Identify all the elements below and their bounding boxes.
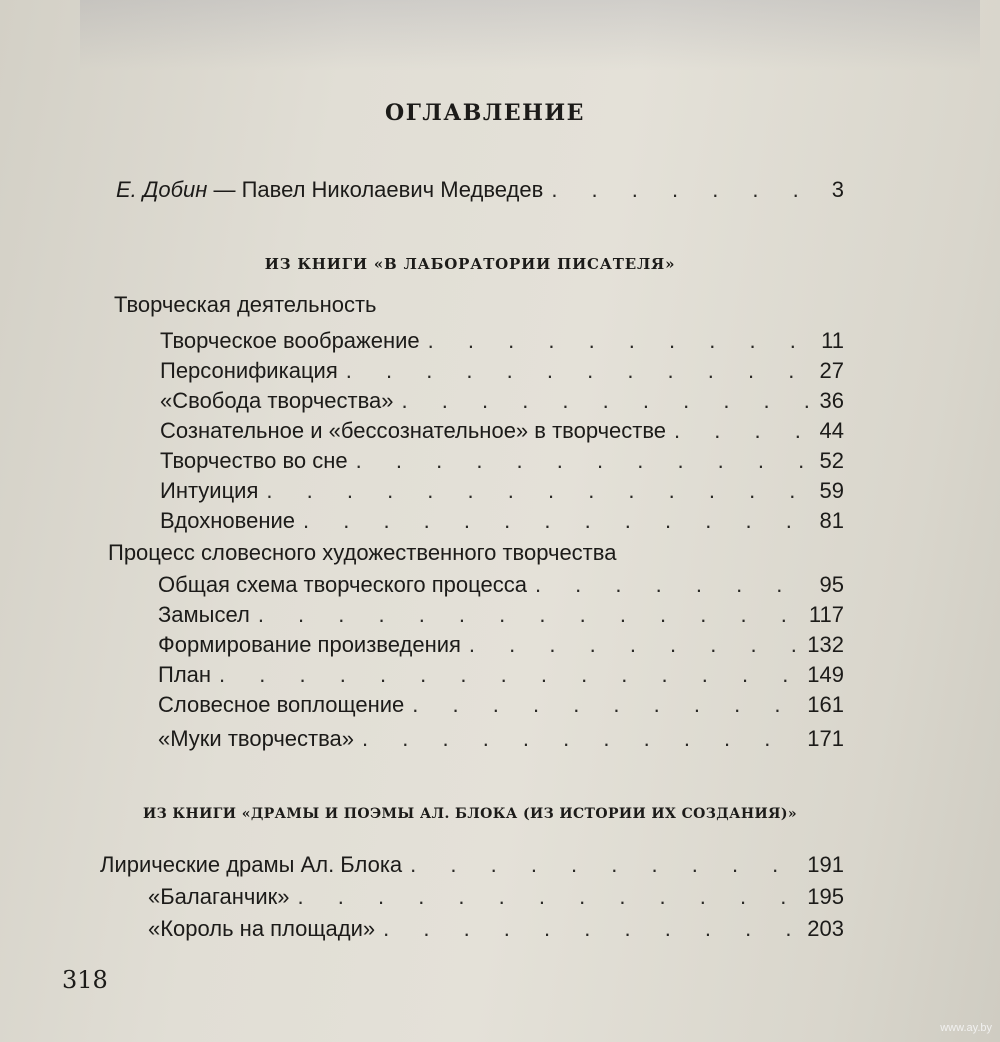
toc-entry	[160, 416, 844, 446]
part-label-2: Процесс словесного художественного творчества	[108, 540, 617, 565]
toc-page-number: 3	[831, 177, 844, 202]
toc-entry	[158, 690, 844, 720]
toc-entry	[160, 356, 844, 386]
dot-leader	[410, 850, 799, 880]
toc-page-number: 36	[819, 388, 844, 413]
dot-leader	[298, 882, 800, 912]
toc-entry	[160, 326, 844, 356]
section-heading-1: ИЗ КНИГИ «В ЛАБОРАТОРИИ ПИСАТЕЛЯ»	[264, 255, 676, 273]
toc-entry-label: Интуиция	[160, 478, 259, 503]
toc-page-number: 117	[808, 602, 844, 627]
toc-page-number: 195	[807, 884, 844, 909]
toc-entry-label: Лирические драмы Ал. Блока	[100, 852, 403, 877]
toc-page-number: 81	[819, 508, 844, 533]
toc-page-number: 59	[819, 478, 844, 503]
dot-leader	[402, 386, 812, 416]
toc-page-number: 11	[821, 328, 844, 353]
toc-page-number: 95	[819, 572, 844, 597]
toc-entry	[158, 630, 844, 660]
dot-leader	[674, 416, 811, 446]
toc-entry-label: Творческое воображение	[160, 328, 420, 353]
toc-entry-label: Словесное воплощение	[158, 692, 405, 717]
toc-page-number: 171	[807, 726, 844, 751]
dot-leader	[346, 356, 812, 386]
page-number: 318	[62, 966, 108, 994]
dot-leader	[551, 175, 812, 205]
toc-entry	[158, 570, 844, 600]
dot-leader	[469, 630, 799, 660]
toc-entry-label: «Король на площади»	[148, 916, 376, 941]
toc-page-number: 191	[807, 852, 844, 877]
toc-entry	[158, 660, 844, 690]
toc-entry-label: «Балаганчик»	[148, 884, 290, 909]
toc-page-number: 161	[807, 692, 844, 717]
toc-entry-label: Персонификация	[160, 358, 338, 383]
toc-page-number: 149	[807, 662, 844, 687]
toc-page-number: 27	[819, 358, 844, 383]
toc-page-number: 44	[819, 418, 844, 443]
toc-entry-label: Общая схема творческого процесса	[158, 572, 527, 597]
toc-entry-label: Творчество во сне	[160, 448, 348, 473]
dot-leader	[535, 570, 812, 600]
toc-entry-label	[116, 175, 543, 205]
toc-entry	[158, 724, 844, 754]
dot-leader	[362, 724, 799, 754]
toc-entry	[160, 386, 844, 416]
toc-title: ОГЛАВЛЕНИЕ	[385, 100, 585, 126]
toc-entry-intro	[116, 175, 844, 205]
toc-entry	[148, 914, 844, 944]
show-through-text	[80, 0, 980, 70]
intro-dash: —	[213, 177, 236, 202]
part-label-1: Творческая деятельность	[114, 292, 377, 317]
toc-entry-label: Формирование произведения	[158, 632, 461, 657]
toc-entry	[100, 850, 844, 880]
toc-entry	[160, 476, 844, 506]
dot-leader	[383, 914, 799, 944]
toc-entry-label: Замысел	[158, 602, 250, 627]
section-heading-2: ИЗ КНИГИ «ДРАМЫ И ПОЭМЫ АЛ. БЛОКА (ИЗ ИСТОРИИ ИХ СОЗДАНИЯ)»	[142, 806, 798, 822]
intro-author: Е. Добин	[116, 177, 208, 202]
dot-leader	[428, 326, 812, 356]
toc-entry	[158, 600, 844, 630]
toc-entry-label: Сознательное и «бессознательное» в творчестве	[160, 418, 667, 443]
toc-entry-label: «Свобода творчества»	[160, 388, 394, 413]
intro-title: Павел Николаевич Медведев	[241, 177, 544, 202]
dot-leader	[412, 690, 799, 720]
watermark: www.ay.by	[940, 1022, 992, 1034]
toc-entry	[160, 506, 844, 536]
toc-entry-label: План	[158, 662, 212, 687]
toc-page-number: 203	[807, 916, 844, 941]
toc-entry	[148, 882, 844, 912]
dot-leader	[258, 600, 801, 630]
dot-leader	[266, 476, 811, 506]
toc-page-number: 132	[807, 632, 844, 657]
dot-leader	[219, 660, 799, 690]
toc-entry	[160, 446, 844, 476]
dot-leader	[303, 506, 812, 536]
dot-leader	[356, 446, 812, 476]
toc-entry-label: Вдохновение	[160, 508, 295, 533]
toc-entry-label: «Муки творчества»	[158, 726, 355, 751]
toc-page-number: 52	[819, 448, 844, 473]
